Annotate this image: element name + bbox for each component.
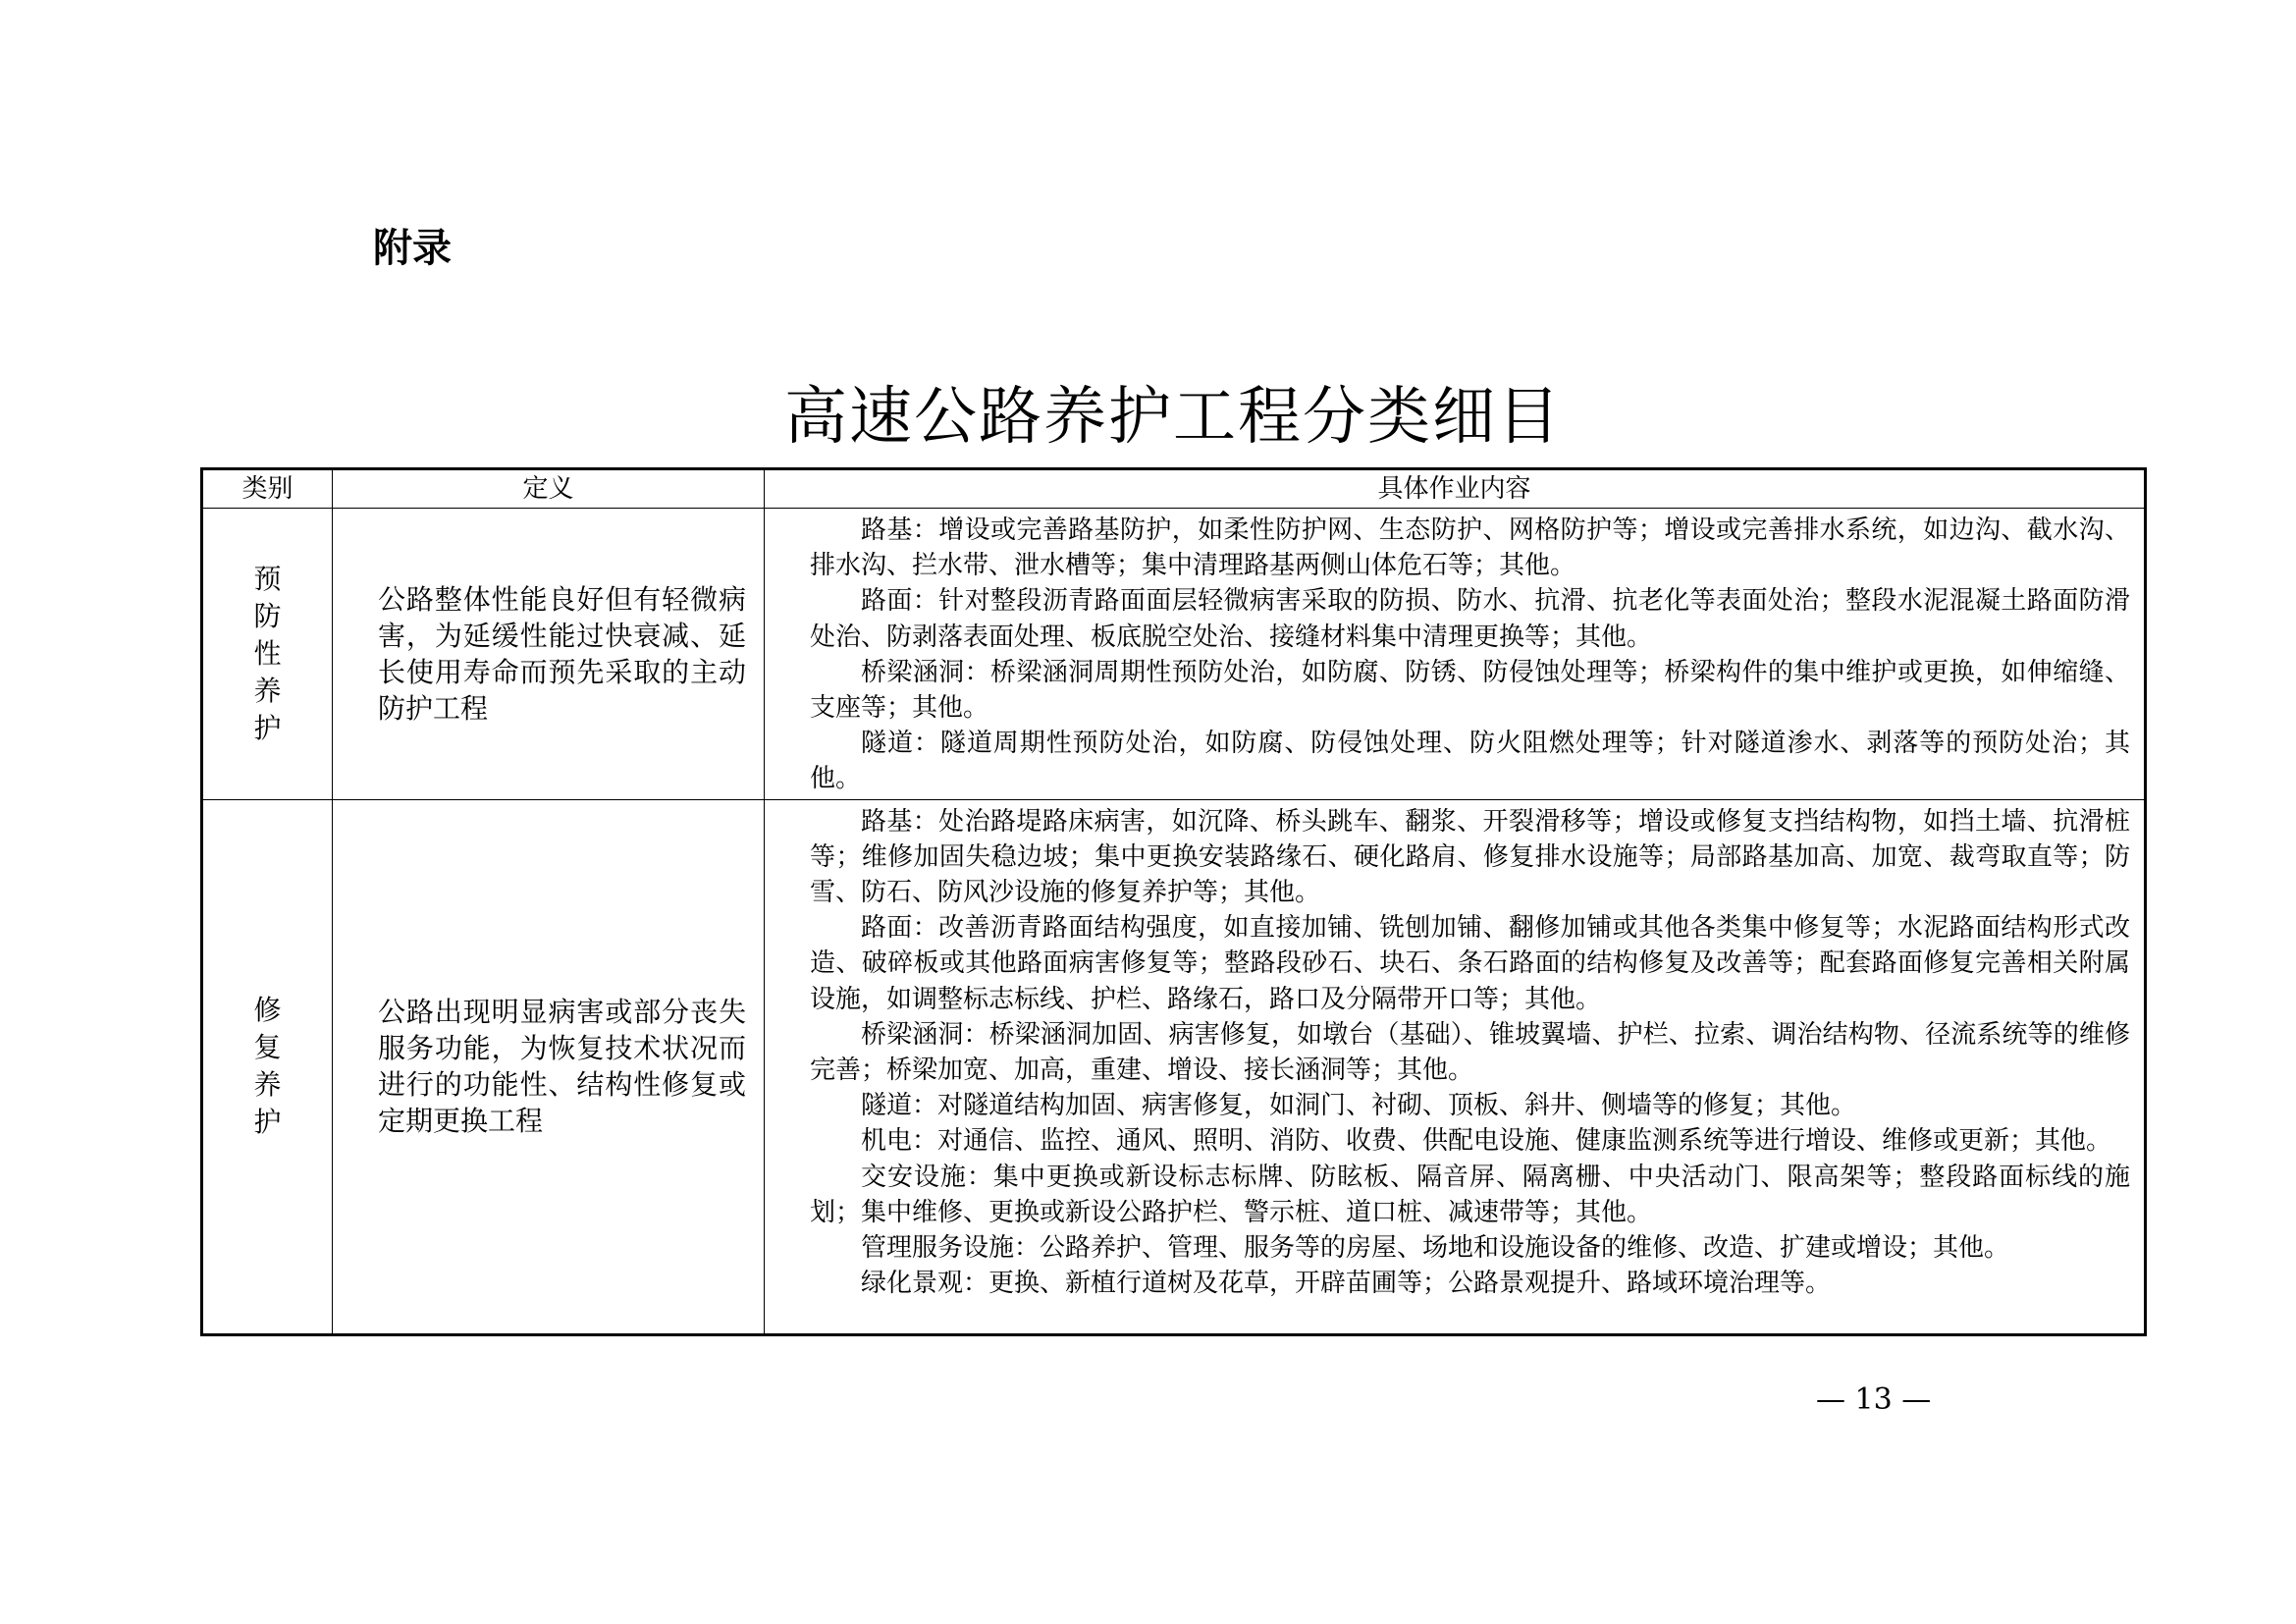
header-definition: 定义 xyxy=(333,469,765,509)
category-cell: 预防性养护 xyxy=(202,509,333,800)
content-item: 路基：处治路堤路床病害，如沉降、桥头跳车、翻浆、开裂滑移等；增设或修复支挡结构物，如挡土墙、抗滑桩等；维修加固失稳边坡；集中更换安装路缘石、硬化路肩、修复排水设施等；局部路基加高、加宽、裁弯取直等；防雪、防石、防风沙设施的修复养护等；其他。 xyxy=(810,806,2130,908)
classification-table xyxy=(200,467,2147,1336)
content-cell xyxy=(765,799,2146,1334)
table-header-row xyxy=(202,469,2146,509)
content-item: 路面：改善沥青路面结构强度，如直接加铺、铣刨加铺、翻修加铺或其他各类集中修复等；水泥路面结构形式改造、破碎板或其他路面病害修复等；整路段砂石、块石、条石路面的结构修复及改善等；配套路面修复完善相关附属设施，如调整标志标线、护栏、路缘石，路口及分隔带开口等；其他。 xyxy=(810,913,2130,1014)
content-item: 管理服务设施：公路养护、管理、服务等的房屋、场地和设施设备的维修、改造、扩建或增设；其他。 xyxy=(861,1233,2010,1264)
definition-cell: 公路出现明显病害或部分丧失服务功能，为恢复技术状况而进行的功能性、结构性修复或定期更换工程 xyxy=(333,799,765,1334)
content-cell xyxy=(765,509,2146,800)
content-item: 机电：对通信、监控、通风、照明、消防、收费、供配电设施、健康监测系统等进行增设、维修或更新；其他。 xyxy=(861,1126,2112,1157)
document-title: 高速公路养护工程分类细目 xyxy=(784,381,1562,454)
header-content: 具体作业内容 xyxy=(765,469,2146,509)
header-category: 类别 xyxy=(202,469,333,509)
appendix-label: 附录 xyxy=(373,226,452,271)
category-cell: 修复养护 xyxy=(202,799,333,1334)
classification-table-wrapper xyxy=(200,467,2144,1336)
definition-cell: 公路整体性能良好但有轻微病害，为延缓性能过快衰减、延长使用寿命而预先采取的主动防护工程 xyxy=(333,509,765,800)
content-item: 桥梁涵洞：桥梁涵洞周期性预防处治，如防腐、防锈、防侵蚀处理等；桥梁构件的集中维护或更换，如伸缩缝、支座等；其他。 xyxy=(810,657,2130,724)
page-number: — 13 — xyxy=(1816,1382,1932,1417)
content-item: 路基：增设或完善路基防护，如柔性防护网、生态防护、网格防护等；增设或完善排水系统，如边沟、截水沟、排水沟、拦水带、泄水槽等；集中清理路基两侧山体危石等；其他。 xyxy=(810,515,2130,581)
content-item: 路面：针对整段沥青路面面层轻微病害采取的防损、防水、抗滑、抗老化等表面处治；整段水泥混凝土路面防滑处治、防剥落表面处理、板底脱空处治、接缝材料集中清理更换等；其他。 xyxy=(810,586,2130,652)
table-row xyxy=(202,799,2146,1334)
table-row xyxy=(202,509,2146,800)
content-item: 桥梁涵洞：桥梁涵洞加固、病害修复，如墩台（基础）、锥坡翼墙、护栏、拉索、调治结构物、径流系统等的维修完善；桥梁加宽、加高，重建、增设、接长涵洞等；其他。 xyxy=(810,1019,2130,1086)
content-item: 隧道：隧道周期性预防处治，如防腐、防侵蚀处理、防火阻燃处理等；针对隧道渗水、剥落等的预防处治；其他。 xyxy=(810,729,2130,794)
content-item: 隧道：对隧道结构加固、病害修复，如洞门、衬砌、顶板、斜井、侧墙等的修复；其他。 xyxy=(861,1091,1857,1121)
content-item: 绿化景观：更换、新植行道树及花草，开辟苗圃等；公路景观提升、路域环境治理等。 xyxy=(861,1269,1832,1299)
content-item: 交安设施：集中更换或新设标志标牌、防眩板、隔音屏、隔离栅、中央活动门、限高架等；整段路面标线的施划；集中维修、更换或新设公路护栏、警示桩、道口桩、减速带等；其他。 xyxy=(810,1162,2130,1227)
